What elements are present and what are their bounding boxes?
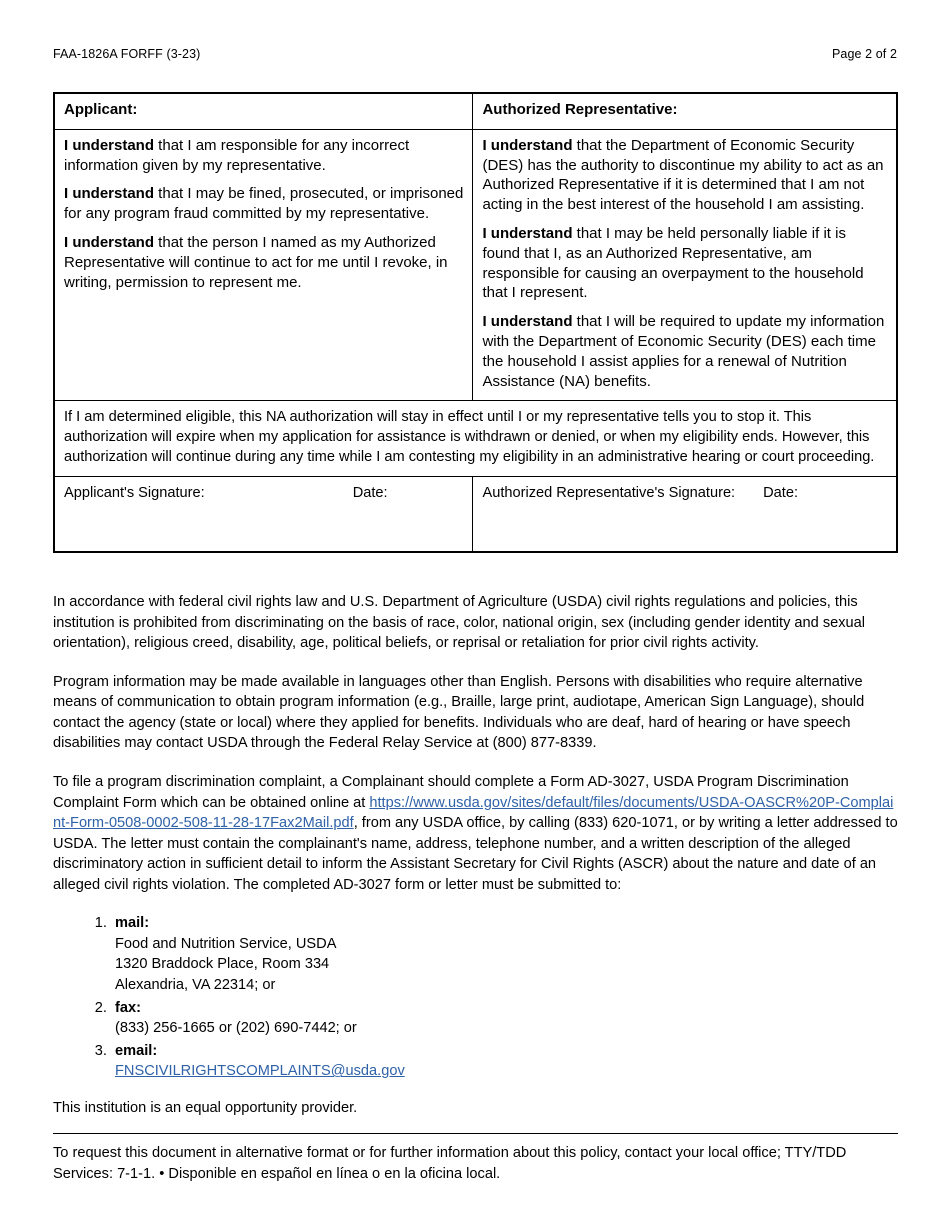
representative-signature-label: Authorized Representative's Signature: — [482, 484, 736, 501]
representative-statement — [482, 224, 887, 303]
complaint-form-link[interactable]: https://www.usda.gov/sites/default/files/documents/USDA-OASCR%20P-Complaint-Form-0508-0002-508-11-28-17Fax2Mail.pdf — [53, 794, 894, 832]
submission-method-label: mail: — [115, 915, 150, 932]
list-item — [111, 913, 898, 995]
authorization-notice-text: If I am determined eligible, this NA authorization will stay in effect until I or my representative tells you to stop it. This authorization will expire when my application for assistance is withdrawn or denied, or when my eligibility ends. However, this authorization will continue during any time while I am contesting my eligibility in an administrative hearing or court proceeding. — [64, 409, 875, 466]
statement-body: that I may be fined, prosecuted, or imprisoned for any program fraud committed by my representative. — [64, 185, 464, 223]
statements-row — [55, 129, 897, 401]
complaint-outro-text: , from any USDA office, by calling (833) 620-1071, or by writing a letter addressed to USDA. The letter must contain the complainant's name, address, telephone number, and a written description of the alleged discriminatory action in sufficient detail to inform the Assistant Secretary for Civil Rights (ASCR) about the nature and date of an alleged civil rights violation. The completed AD-3027 form or letter must be submitted to: — [53, 815, 898, 893]
representative-statement — [482, 312, 887, 391]
program-information-paragraph: Program information may be made available in languages other than English. Persons with disabilities who require alternative means of communication to obtain program information (e.g., Braille, large print, audiotape, American Sign Language), should contact the agency (state or local) where they applied for benefits. Individuals who are deaf, hard of hearing or have speech disabilities may contact USDA through the Federal Relay Service at (800) 877-8339. — [53, 673, 865, 752]
fax-line: (833) 256-1665 or (202) 690-7442; or — [115, 1020, 357, 1037]
address-line: Alexandria, VA 22314; or — [115, 977, 276, 993]
list-item — [111, 1041, 898, 1082]
form-identifier: FAA-1826A FORFF (3-23) — [53, 47, 201, 61]
list-item — [111, 998, 898, 1039]
statement-lead: I understand — [482, 136, 573, 154]
address-line: 1320 Braddock Place, Room 334 — [115, 956, 330, 973]
statement-lead: I understand — [64, 136, 155, 154]
page-footer — [53, 1133, 898, 1184]
statement-body: that I may be held personally liable if it is found that I, as an Authorized Representative, am responsible for causing an overpayment to the household that I represent. — [482, 224, 864, 302]
statement-body: that I will be required to update my information with the Department of Economic Security (DES) each time the household I assist applies for a renewal of Nutrition Assistance (NA) benefits. — [482, 313, 885, 390]
representative-statements-cell — [473, 129, 897, 401]
applicant-statement — [64, 184, 463, 224]
statement-lead: I understand — [64, 185, 155, 203]
complaint-filing-paragraph — [53, 772, 898, 895]
applicant-signature-cell[interactable] — [55, 476, 473, 551]
applicant-statement — [64, 136, 463, 176]
address-line: Food and Nutrition Service, USDA — [115, 935, 337, 952]
statement-lead: I understand — [482, 313, 573, 331]
footer-text: To request this document in alternative format or for further information about this policy, contact your local office; TTY/TDD Services: 7-1-1. • Disponible en español en línea o en la oficina local. — [53, 1145, 847, 1182]
representative-date-label: Date: — [763, 484, 799, 501]
representative-column-heading: Authorized Representative: — [473, 94, 897, 130]
applicant-column-heading: Applicant: — [55, 94, 473, 130]
signature-row — [55, 476, 897, 551]
representative-signature-cell[interactable] — [473, 476, 897, 551]
applicant-statement — [64, 233, 463, 292]
submission-method-label: email: — [115, 1042, 158, 1059]
submission-methods-list — [53, 913, 898, 1082]
authorization-notice-cell — [55, 401, 897, 477]
applicant-statements-cell — [55, 129, 473, 401]
statement-lead: I understand — [64, 233, 155, 251]
complaints-email-link[interactable]: FNSCIVILRIGHTSCOMPLAINTS@usda.gov — [115, 1063, 405, 1080]
applicant-signature-label: Applicant's Signature: — [64, 484, 205, 501]
submission-email-block — [115, 1061, 898, 1082]
table-header-row — [55, 94, 897, 130]
agreement-table — [53, 92, 898, 553]
authorization-notice-row — [55, 401, 897, 477]
statement-body: that the person I named as my Authorized Representative will continue to act for me until I revoke, in writing, permission to represent me. — [64, 233, 448, 291]
equal-opportunity-statement: This institution is an equal opportunity provider. — [53, 1099, 358, 1116]
statement-lead: I understand — [482, 224, 573, 242]
running-head — [53, 47, 897, 62]
statement-body: that the Department of Economic Security (DES) has the authority to discontinue my ability to act as an Authorized Representative if it is determined that I am not acting in the best interest of the household I am assisting. — [482, 136, 884, 214]
footer-divider — [53, 1133, 898, 1134]
complaint-intro-text: To file a program discrimination complaint, a Complainant should complete a Form AD-3027, USDA Program Discrimination Complaint Form which can be obtained online at — [53, 773, 849, 811]
submission-address-block — [115, 934, 898, 996]
civil-rights-statement — [53, 592, 898, 1118]
representative-statement — [482, 136, 887, 215]
page-number: Page 2 of 2 — [831, 47, 897, 61]
submission-fax-block — [115, 1018, 898, 1039]
nondiscrimination-paragraph: In accordance with federal civil rights law and U.S. Department of Agriculture (USDA) civil rights regulations and policies, this institution is prohibited from discriminating on the basis of race, color, national origin, sex (including gender identity and sexual orientation), religious creed, disability, age, political beliefs, or reprisal or retaliation for prior civil rights activity. — [53, 594, 866, 652]
applicant-date-label: Date: — [352, 484, 388, 501]
submission-method-label: fax: — [115, 999, 141, 1016]
statement-body: that I am responsible for any incorrect information given by my representative. — [64, 136, 410, 174]
